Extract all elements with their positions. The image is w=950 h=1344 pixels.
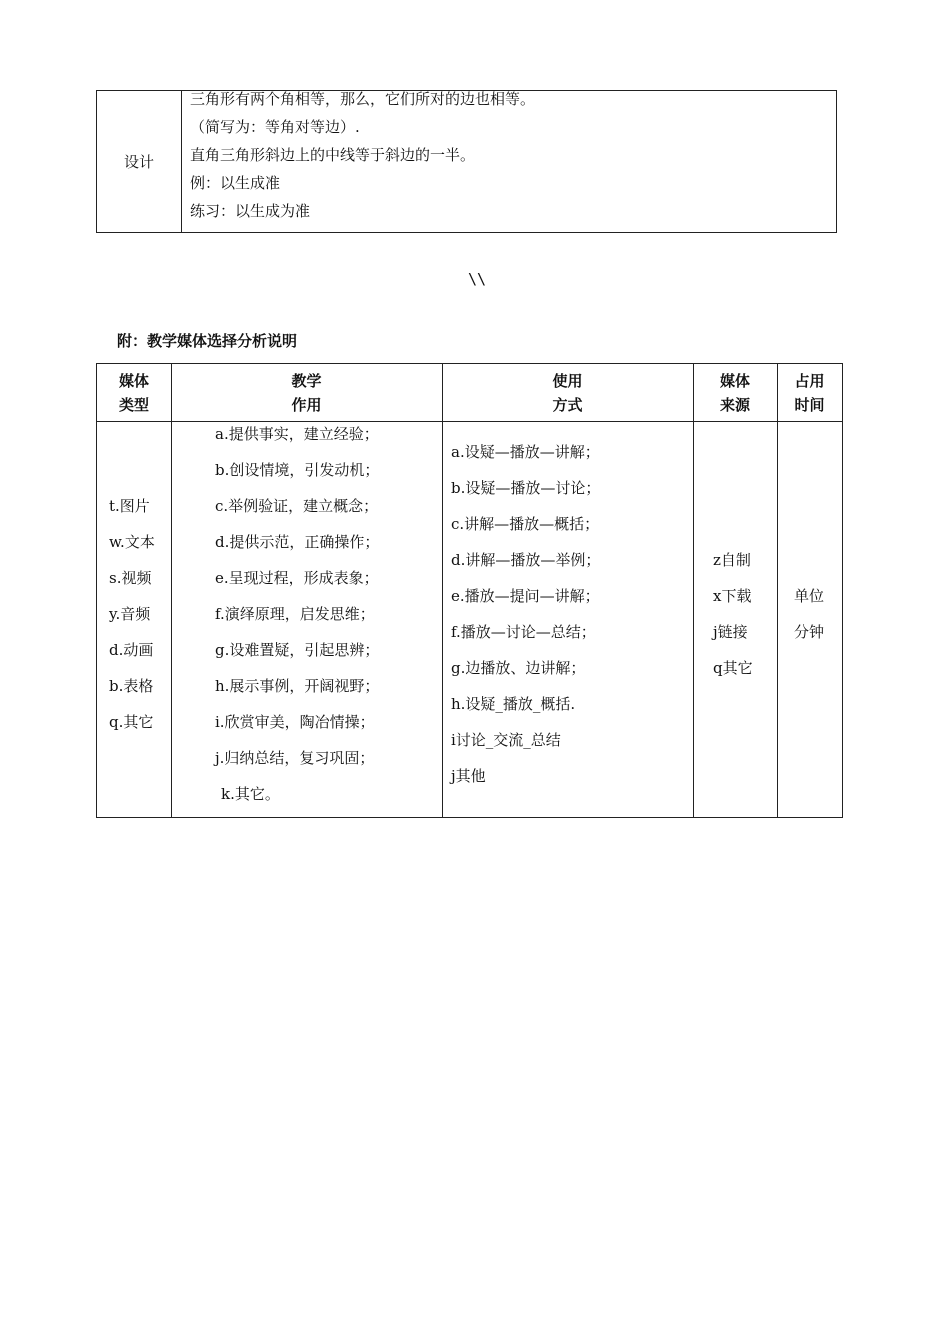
media-type-list: [109, 496, 155, 748]
design-line: （简写为：等角对等边）.: [190, 118, 360, 136]
time-list: [794, 586, 824, 658]
design-label: 设计: [97, 91, 182, 232]
list-item: b.表格: [109, 677, 154, 695]
list-item: x下载: [713, 587, 752, 605]
list-item: k.其它。: [221, 785, 280, 803]
list-item: q.其它: [109, 713, 154, 731]
list-item: d.提供示范，正确操作；: [215, 533, 380, 551]
design-line: 例：以生成准: [190, 174, 281, 192]
list-item: a.设疑—播放—讲解；: [451, 443, 600, 461]
list-item: i.欣赏审美，陶冶情操；: [215, 713, 375, 731]
list-item: j其他: [451, 767, 486, 785]
list-item: s.视频: [109, 569, 152, 587]
list-item: e.播放—提问—讲解；: [451, 587, 600, 605]
list-item: w.文本: [109, 533, 155, 551]
design-line: 三角形有两个角相等，那么，它们所对的边也相等。: [190, 90, 536, 108]
design-line: 直角三角形斜边上的中线等于斜边的一半。: [190, 146, 476, 164]
list-item: b.创设情境，引发动机；: [215, 461, 380, 479]
list-item: h.设疑_播放_概括.: [451, 695, 576, 713]
list-item: f.播放—讨论—总结；: [451, 623, 596, 641]
usage-list: [451, 442, 600, 802]
design-line: 练习：以生成为准: [190, 202, 311, 220]
header-teaching-role: 教学 作用: [291, 371, 322, 414]
list-item: q其它: [713, 659, 753, 677]
design-table: [96, 90, 837, 233]
list-item: z自制: [713, 551, 751, 569]
list-item: 分钟: [794, 623, 825, 641]
separator-mark: \\: [468, 270, 487, 288]
header-time: 占用 时间: [794, 371, 825, 414]
header-source: 媒体 来源: [719, 371, 750, 414]
list-item: j链接: [713, 623, 748, 641]
list-item: g.边播放、边讲解；: [451, 659, 586, 677]
design-content: [182, 91, 535, 232]
list-item: d.讲解—播放—举例；: [451, 551, 601, 569]
list-item: d.动画: [109, 641, 154, 659]
list-item: c.讲解—播放—概括；: [451, 515, 600, 533]
source-list: [713, 550, 753, 694]
header-usage: 使用 方式: [552, 371, 583, 414]
appendix-title: 附：教学媒体选择分析说明: [117, 332, 298, 350]
list-item: h.展示事例，开阔视野；: [215, 677, 380, 695]
list-item: g.设难置疑，引起思辨；: [215, 641, 380, 659]
list-item: j.归纳总结，复习巩固；: [215, 749, 375, 767]
list-item: i讨论_交流_总结: [451, 731, 561, 749]
media-table: [96, 363, 843, 818]
list-item: t.图片: [109, 497, 150, 515]
list-item: 单位: [794, 587, 825, 605]
list-item: b.设疑—播放—讨论；: [451, 479, 601, 497]
list-item: y.音频: [109, 605, 151, 623]
list-item: c.举例验证，建立概念；: [215, 497, 379, 515]
list-item: a.提供事实，建立经验；: [215, 425, 379, 443]
list-item: e.呈现过程，形成表象；: [215, 569, 379, 587]
header-divider: [97, 421, 842, 422]
teaching-role-list: [215, 424, 379, 820]
list-item: f.演绎原理，启发思维；: [215, 605, 375, 623]
header-media-type: 媒体 类型: [118, 371, 149, 414]
